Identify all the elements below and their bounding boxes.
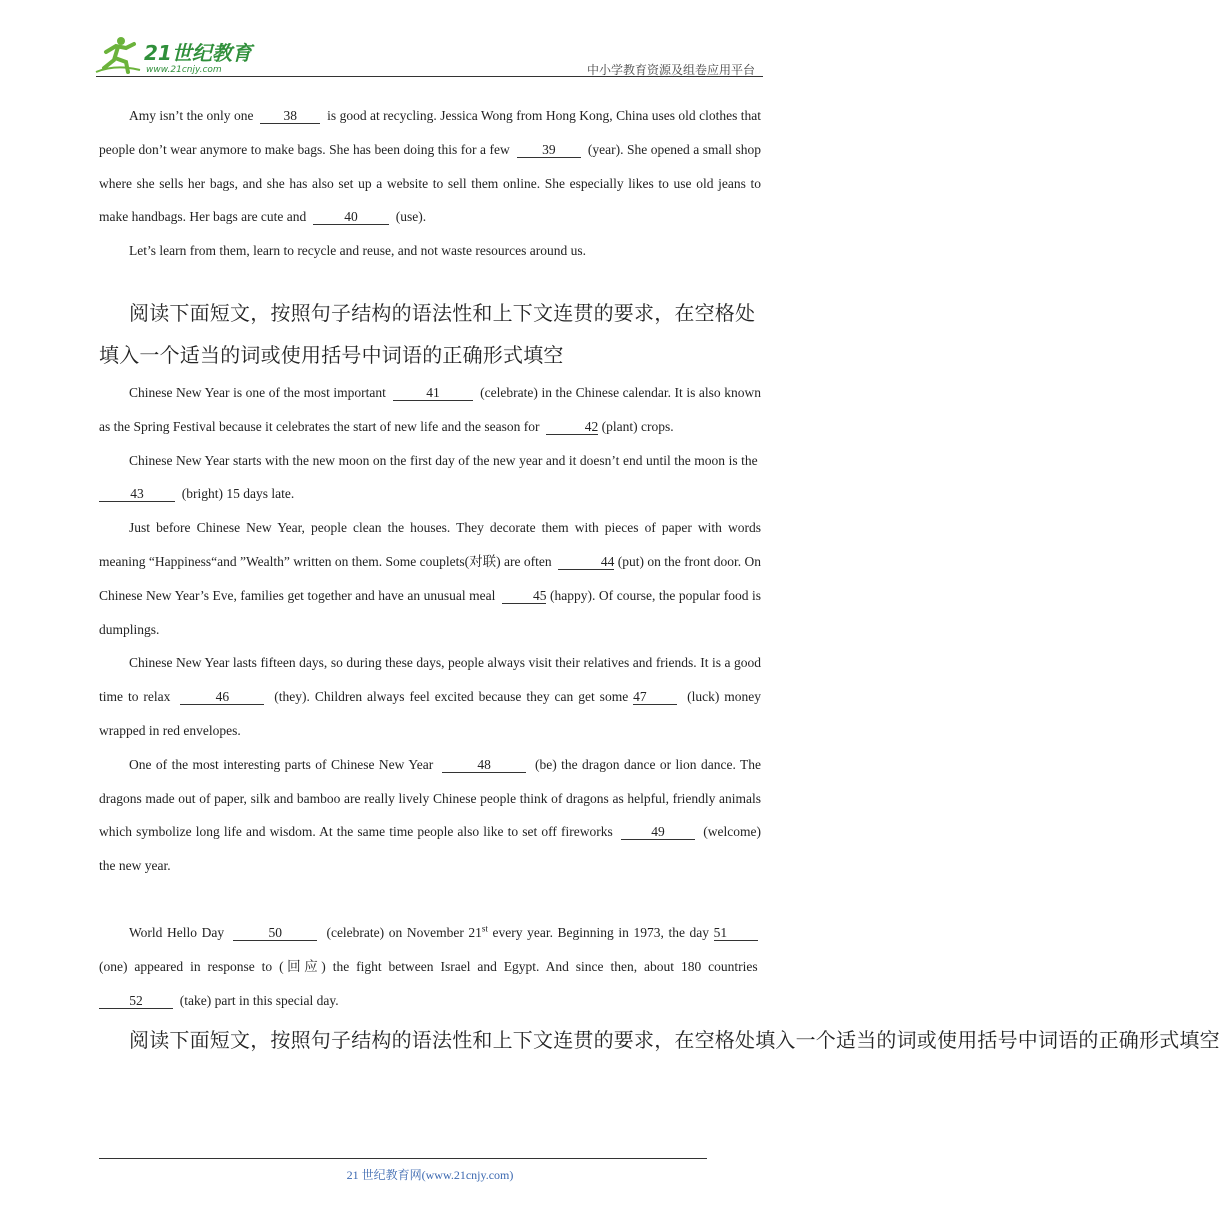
blank-41[interactable]: 41 <box>393 385 473 401</box>
paragraph-world-hello-day: World Hello Day 50 (celebrate) on November 21st every year. Beginning in 1973, the day 51 (one) appeared in response to (回应) the fight between Israel and Egypt. And since then, about 180 countries 52 (take) part in this special day. <box>99 923 758 1008</box>
blank-42[interactable]: 42 <box>546 419 598 435</box>
site-logo <box>96 34 266 76</box>
blank-48[interactable]: 48 <box>442 757 526 773</box>
blank-43[interactable]: 43 <box>99 486 175 502</box>
paragraph-new-moon: Chinese New Year starts with the new moon on the first day of the new year and it doesn’t end until the moon is the 43 (bright) 15 days late. <box>99 444 761 512</box>
header-platform-name: 中小学教育资源及组卷应用平台 <box>586 63 755 77</box>
paragraph-fifteen-days: Chinese New Year lasts fifteen days, so during these days, people always visit their relatives and friends. It is a good time to relax 46 (they). Children always feel excited because they can get some 47 (luck) money wrapped in red envelopes. <box>99 655 762 738</box>
svg-text:www.21cnjy.com: www.21cnjy.com <box>146 65 222 75</box>
page-header <box>96 34 763 78</box>
svg-text:21世纪教育: 21世纪教育 <box>144 41 252 65</box>
paragraph-conclusion: Let’s learn from them, learn to recycle and reuse, and not waste resources around us. <box>129 243 586 259</box>
section-instruction: 阅读下面短文，按照句子结构的语法性和上下文连贯的要求，在空格处填入一个适当的词或使用括号中词语的正确形式填空 <box>99 300 756 367</box>
blank-40[interactable]: 40 <box>313 209 389 225</box>
blank-38[interactable]: 38 <box>260 108 320 124</box>
blank-49[interactable]: 49 <box>621 824 695 840</box>
runner-icon <box>96 37 140 72</box>
section-instruction-repeat: 阅读下面短文，按照句子结构的语法性和上下文连贯的要求，在空格处填入一个适当的词或使用括号中词语的正确形式填空 <box>129 1028 1220 1053</box>
blank-52[interactable]: 52 <box>99 993 173 1009</box>
paragraph-decorations: Just before Chinese New Year, people clean the houses. They decorate them with pieces of paper with words meaning “Happiness“and ”Wealth” written on them. Some couplets(对联) are often 44 (put) on the front door. On Chinese New Year’s Eve, families get together and have an unusual meal 45 (happy). Of course, the popular food is dumplings. <box>99 520 762 637</box>
blank-51[interactable]: 51 <box>714 925 758 941</box>
footer-site-link[interactable]: 21 世纪教育网(www.21cnjy.com) <box>346 1168 514 1182</box>
footer-divider <box>99 1158 707 1159</box>
paragraph-dragon-dance: One of the most interesting parts of Chinese New Year 48 (be) the dragon dance or lion dance. The dragons made out of paper, silk and bamboo are really lively Chinese people think of dragons as helpful, friendly animals which symbolize long life and wisdom. At the same time people also like to set off fireworks 49 (welcome) the new year. <box>99 756 762 874</box>
blank-47[interactable]: 47 <box>633 689 677 705</box>
blank-44[interactable]: 44 <box>558 554 614 570</box>
paragraph-recycling: Amy isn’t the only one 38 is good at recycling. Jessica Wong from Hong Kong, China uses old clothes that people don’t wear anymore to make bags. She has been doing this for a few 39 (year). She opened a small shop where she sells her bags, and she has also set up a website to sell them online. She especially likes to use old jeans to make handbags. Her bags are cute and 40 (use). <box>99 108 762 225</box>
blank-39[interactable]: 39 <box>517 142 581 158</box>
blank-45[interactable]: 45 <box>502 588 546 604</box>
document-body <box>99 99 1220 1061</box>
paragraph-new-year-intro: Chinese New Year is one of the most important 41 (celebrate) in the Chinese calendar. It is also known as the Spring Festival because it celebrates the start of new life and the season for 42 (plant) crops. <box>99 384 761 434</box>
header-divider <box>96 76 763 77</box>
blank-46[interactable]: 46 <box>180 689 264 705</box>
blank-50[interactable]: 50 <box>233 925 317 941</box>
